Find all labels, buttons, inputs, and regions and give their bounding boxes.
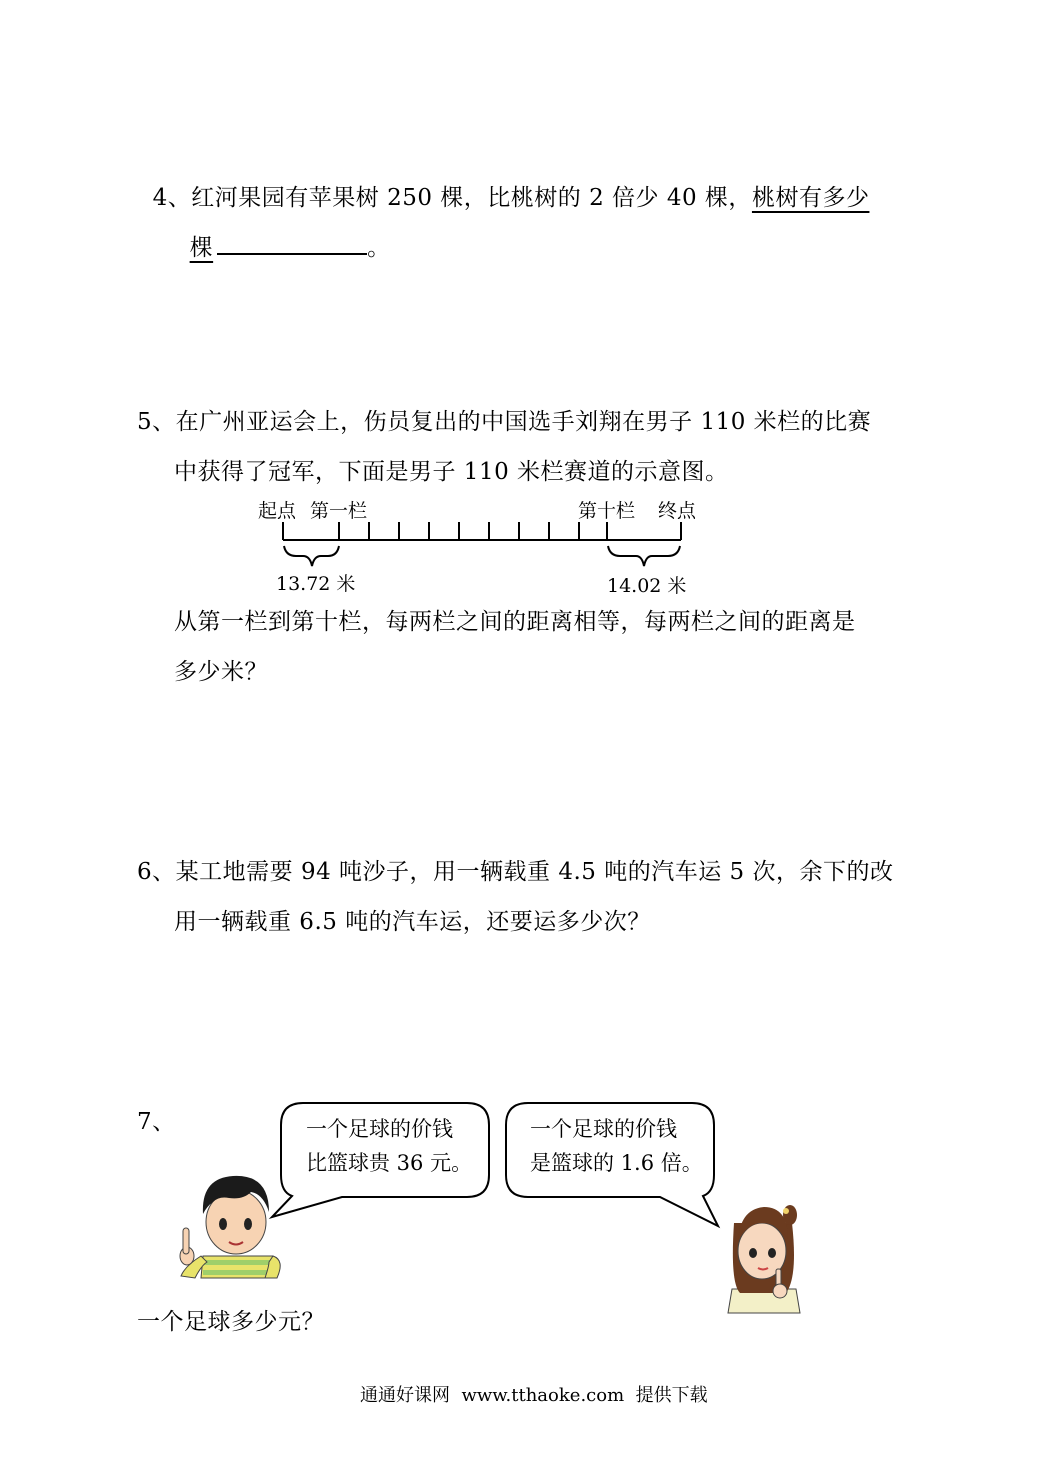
bubble-right-text	[530, 1112, 703, 1180]
page-footer: 通通好课网 www.tthaoke.com 提供下载	[360, 1385, 708, 1406]
q5-line2: 中获得了冠军，下面是男子 110 米栏赛道的示意图。	[174, 459, 729, 485]
girl-illustration	[720, 1193, 805, 1313]
q4-text: 4、红河果园有苹果树 250 棵，比桃树的 2 倍少 40 棵，	[152, 185, 752, 211]
boy-illustration	[173, 1148, 283, 1278]
label-tenth-hurdle: 第十栏	[578, 500, 636, 522]
label-first-hurdle: 第一栏	[310, 500, 368, 522]
label-end: 终点	[658, 500, 697, 522]
q6-line2: 用一辆载重 6.5 吨的汽车运，还要运多少次？	[174, 909, 651, 935]
q7-question: 一个足球多少元？	[137, 1309, 325, 1335]
bubble-left-line2: 比篮球贵 36 元。	[306, 1151, 473, 1175]
q5-line1: 5、在广州亚运会上，伤员复出的中国选手刘翔在男子 110 米栏的比赛	[137, 409, 872, 435]
q4-period: 。	[367, 235, 391, 261]
bubble-left-line1: 一个足球的价钱	[306, 1117, 453, 1141]
label-start: 起点	[258, 500, 297, 522]
q5-line4: 多少米？	[174, 659, 268, 685]
q7-number: 7、	[137, 1109, 176, 1135]
q4-underlined-question: 桃树有多少	[751, 185, 870, 211]
q6-line1: 6、某工地需要 94 吨沙子，用一辆载重 4.5 吨的汽车运 5 次，余下的改	[137, 859, 894, 885]
bubble-left-text	[306, 1112, 472, 1180]
q4-underlined-word: 棵	[189, 235, 214, 261]
q5-line3: 从第一栏到第十栏，每两栏之间的距离相等，每两栏之间的距离是	[174, 609, 856, 635]
distance-start-label: 13.72 米	[276, 573, 356, 595]
distance-end-label: 14.02 米	[607, 575, 687, 597]
bubble-right-line1: 一个足球的价钱	[530, 1117, 677, 1141]
bubble-right-line2: 是篮球的 1.6 倍。	[530, 1151, 703, 1175]
